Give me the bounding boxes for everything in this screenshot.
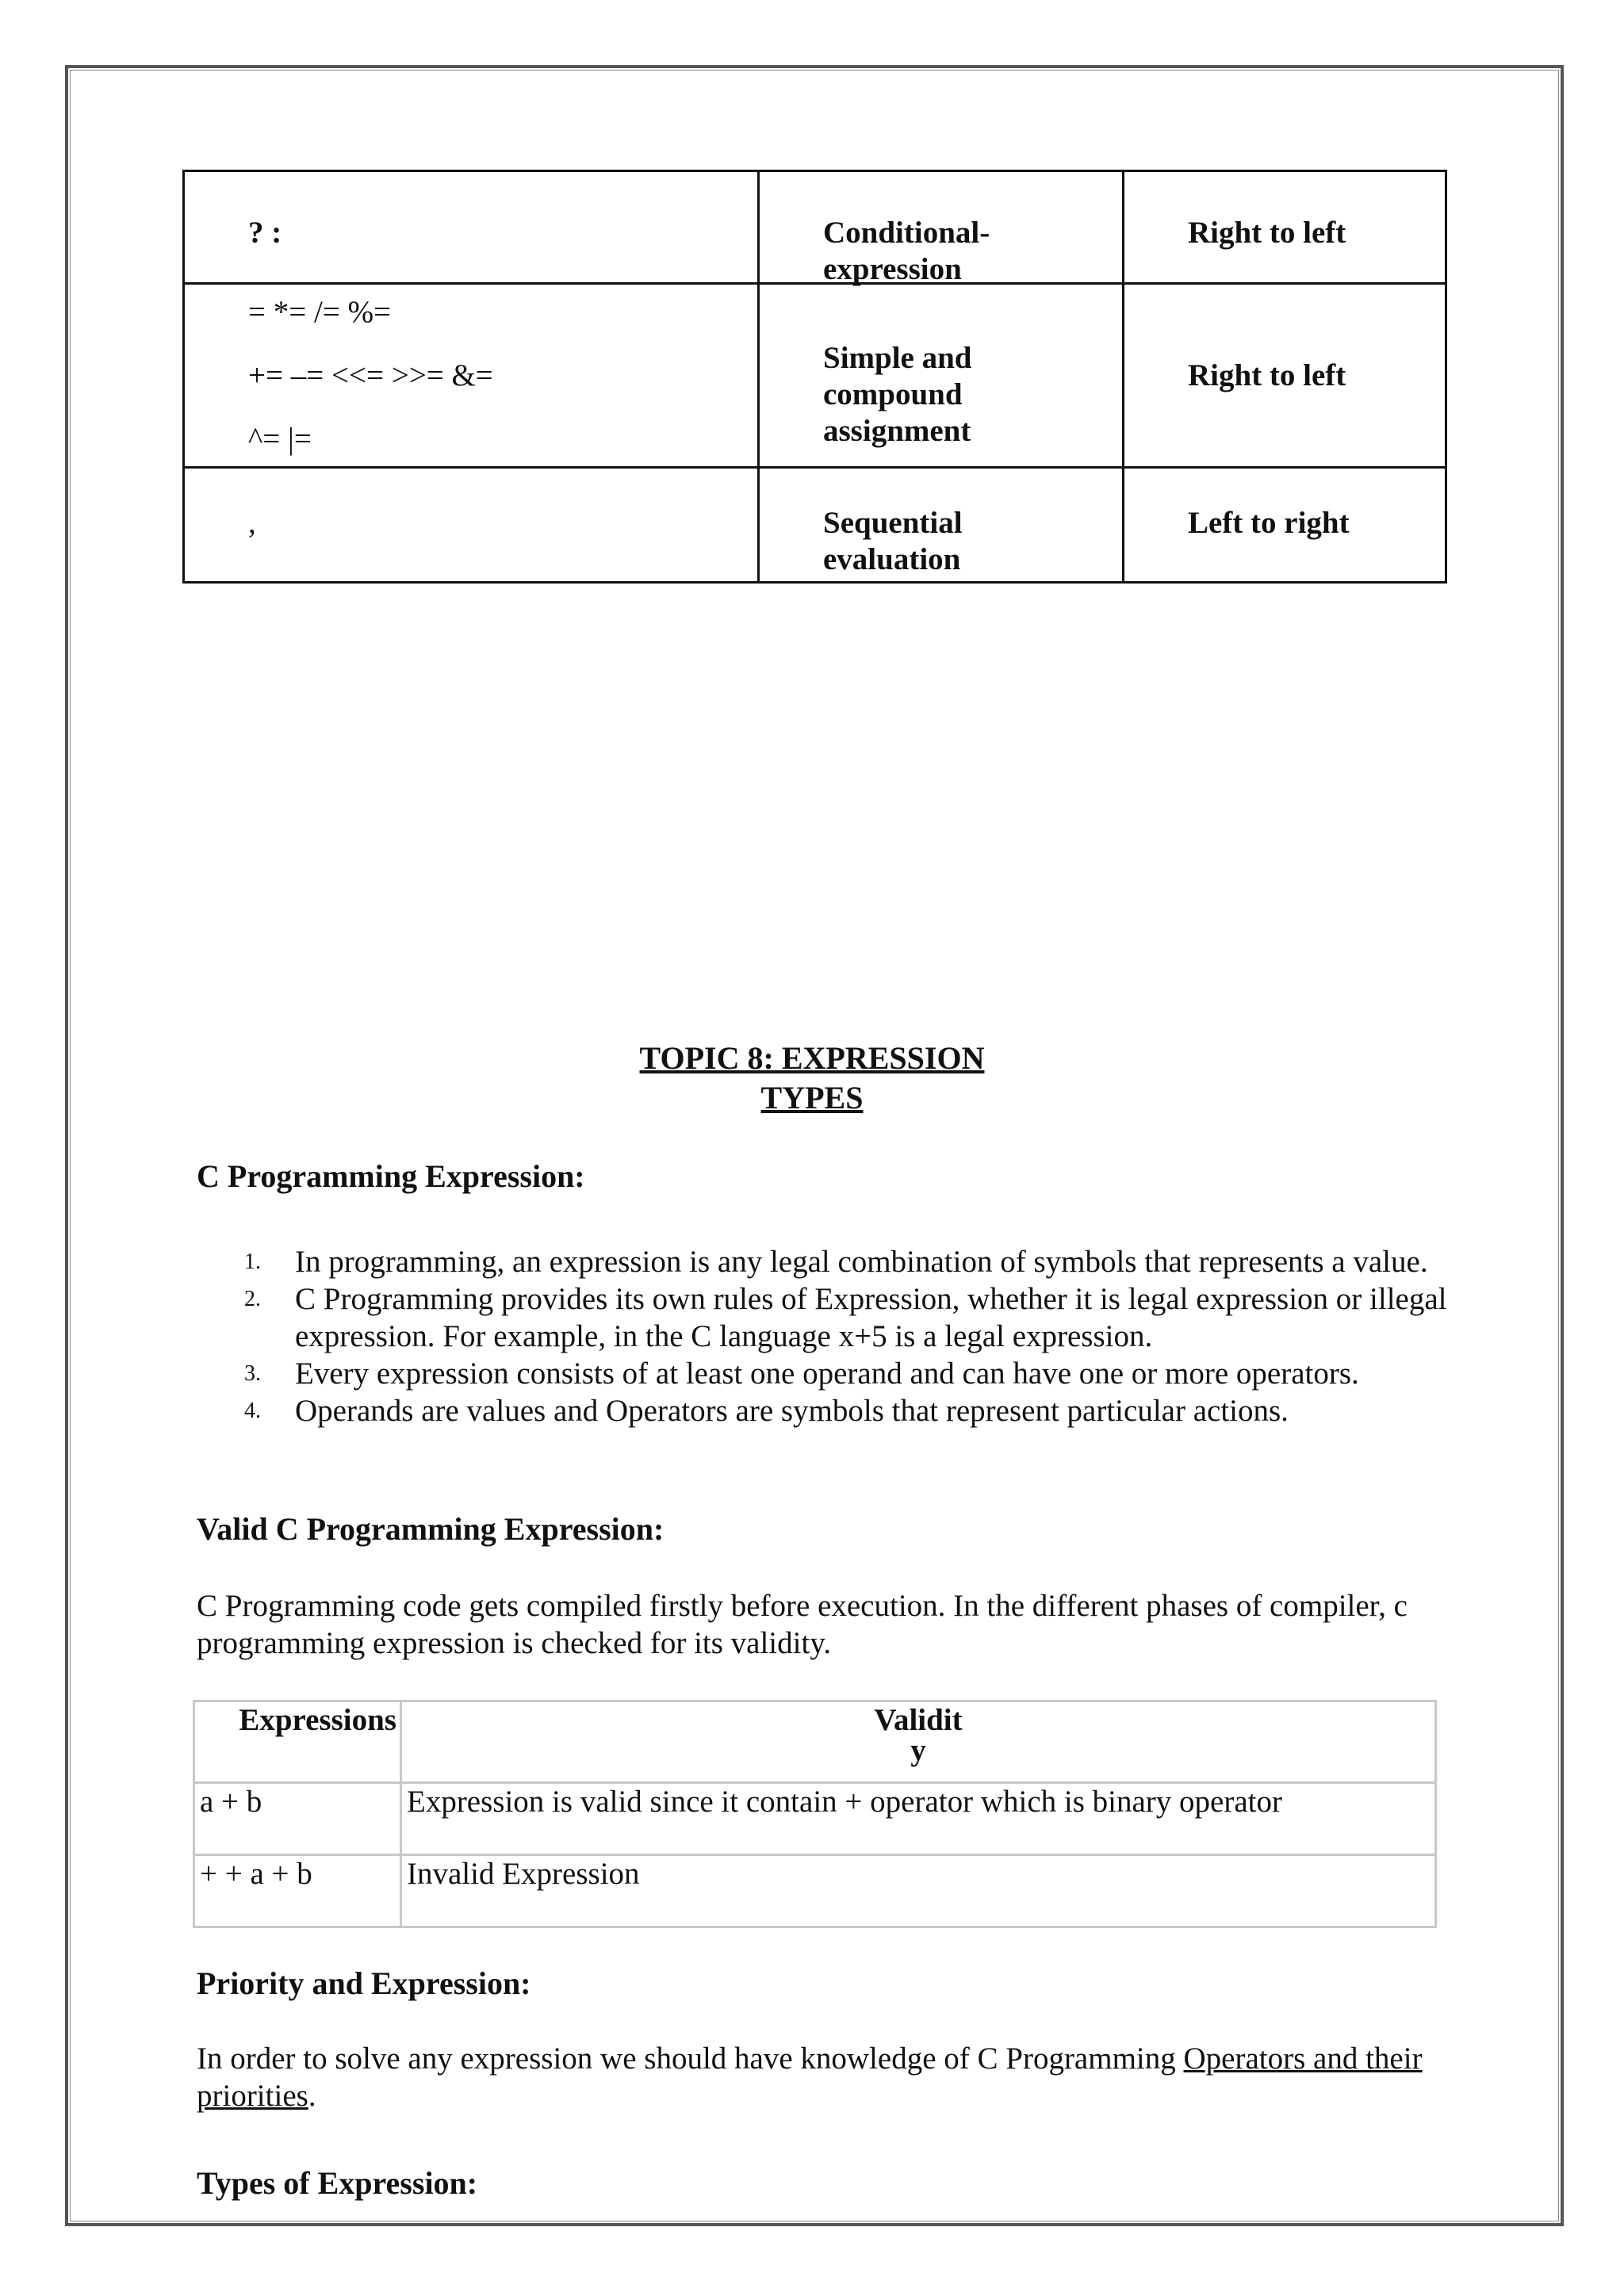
operator-cell [184,171,759,284]
description-text: Conditional-expression [823,216,990,286]
description-cell [759,171,1124,284]
list-number: 3. [244,1361,261,1386]
operator-text: ? : [248,216,282,250]
topic-title [0,1039,1624,1118]
section-heading: C Programming Expression: [197,1158,585,1194]
operator-cell [184,284,759,468]
column-header [401,1701,1436,1783]
list-item-text: In programming, an expression is any legal combination of symbols that represents a value. [295,1245,1428,1279]
description-text: Sequential evaluation [823,506,963,576]
table-cell: a + b [194,1783,401,1855]
table-cell: + + a + b [194,1855,401,1927]
operator-text: = *= /= %= [248,295,392,329]
table-cell: Expression is valid since it contain + operator which is binary operator [401,1783,1436,1855]
list-item [197,1280,1513,1355]
associativity-text: Right to left [1188,358,1346,392]
description-text: Simple and compound assignment [823,341,972,448]
table-cell: Invalid Expression [401,1855,1436,1927]
list-item-text: C Programming provides its own rules of Expression, whether it is legal expression or illegal expression. For example, in the C language x+5 is a legal expression. [295,1282,1447,1353]
associativity-cell [1124,284,1446,468]
paragraph-text: In order to solve any expression we should have knowledge of C Programming [197,2042,1184,2076]
table-row [194,1783,1436,1855]
column-header: Expressions [194,1701,401,1783]
operator-text: += –= <<= >>= &= [248,358,493,392]
expression-list [197,1243,1513,1429]
list-item-text: Every expression consists of at least one operand and can have one or more operators. [295,1357,1359,1391]
description-cell [759,468,1124,583]
description-cell [759,284,1124,468]
column-header-line: y [910,1733,926,1767]
precedence-table [182,170,1447,584]
list-item [197,1243,1513,1280]
table-header-row [194,1701,1436,1783]
associativity-text: Right to left [1188,216,1346,250]
paragraph-text: . [308,2079,316,2113]
table-row [184,171,1446,284]
section-heading: Priority and Expression: [197,1965,531,2001]
paragraph [197,2040,1513,2114]
associativity-text: Left to right [1188,506,1350,540]
list-item [197,1355,1513,1392]
topic-title-line: TYPES [760,1080,864,1115]
list-number: 2. [244,1287,261,1311]
topic-title-line: TOPIC 8: EXPRESSION [639,1040,985,1076]
associativity-cell [1124,171,1446,284]
list-number: 4. [244,1399,261,1423]
priorities-link[interactable]: priorities [197,2079,308,2113]
list-number: 1. [244,1249,261,1274]
validity-table [193,1700,1437,1928]
table-row [194,1855,1436,1927]
section-heading: Types of Expression: [197,2165,478,2201]
list-item-text: Operands are values and Operators are symbols that represent particular actions. [295,1394,1289,1428]
operator-text: , [248,506,256,540]
operator-cell [184,468,759,583]
associativity-cell [1124,468,1446,583]
column-header-line: Validit [874,1703,963,1737]
paragraph: C Programming code gets compiled firstly before execution. In the different phases of compiler, c programming expression is checked for its validity. [197,1589,1408,1660]
operators-link[interactable]: Operators and their [1183,2042,1423,2076]
operator-text: ^= |= [248,422,312,456]
table-row [184,468,1446,583]
list-item [197,1392,1513,1429]
section-heading: Valid C Programming Expression: [197,1511,665,1547]
table-row [184,284,1446,468]
